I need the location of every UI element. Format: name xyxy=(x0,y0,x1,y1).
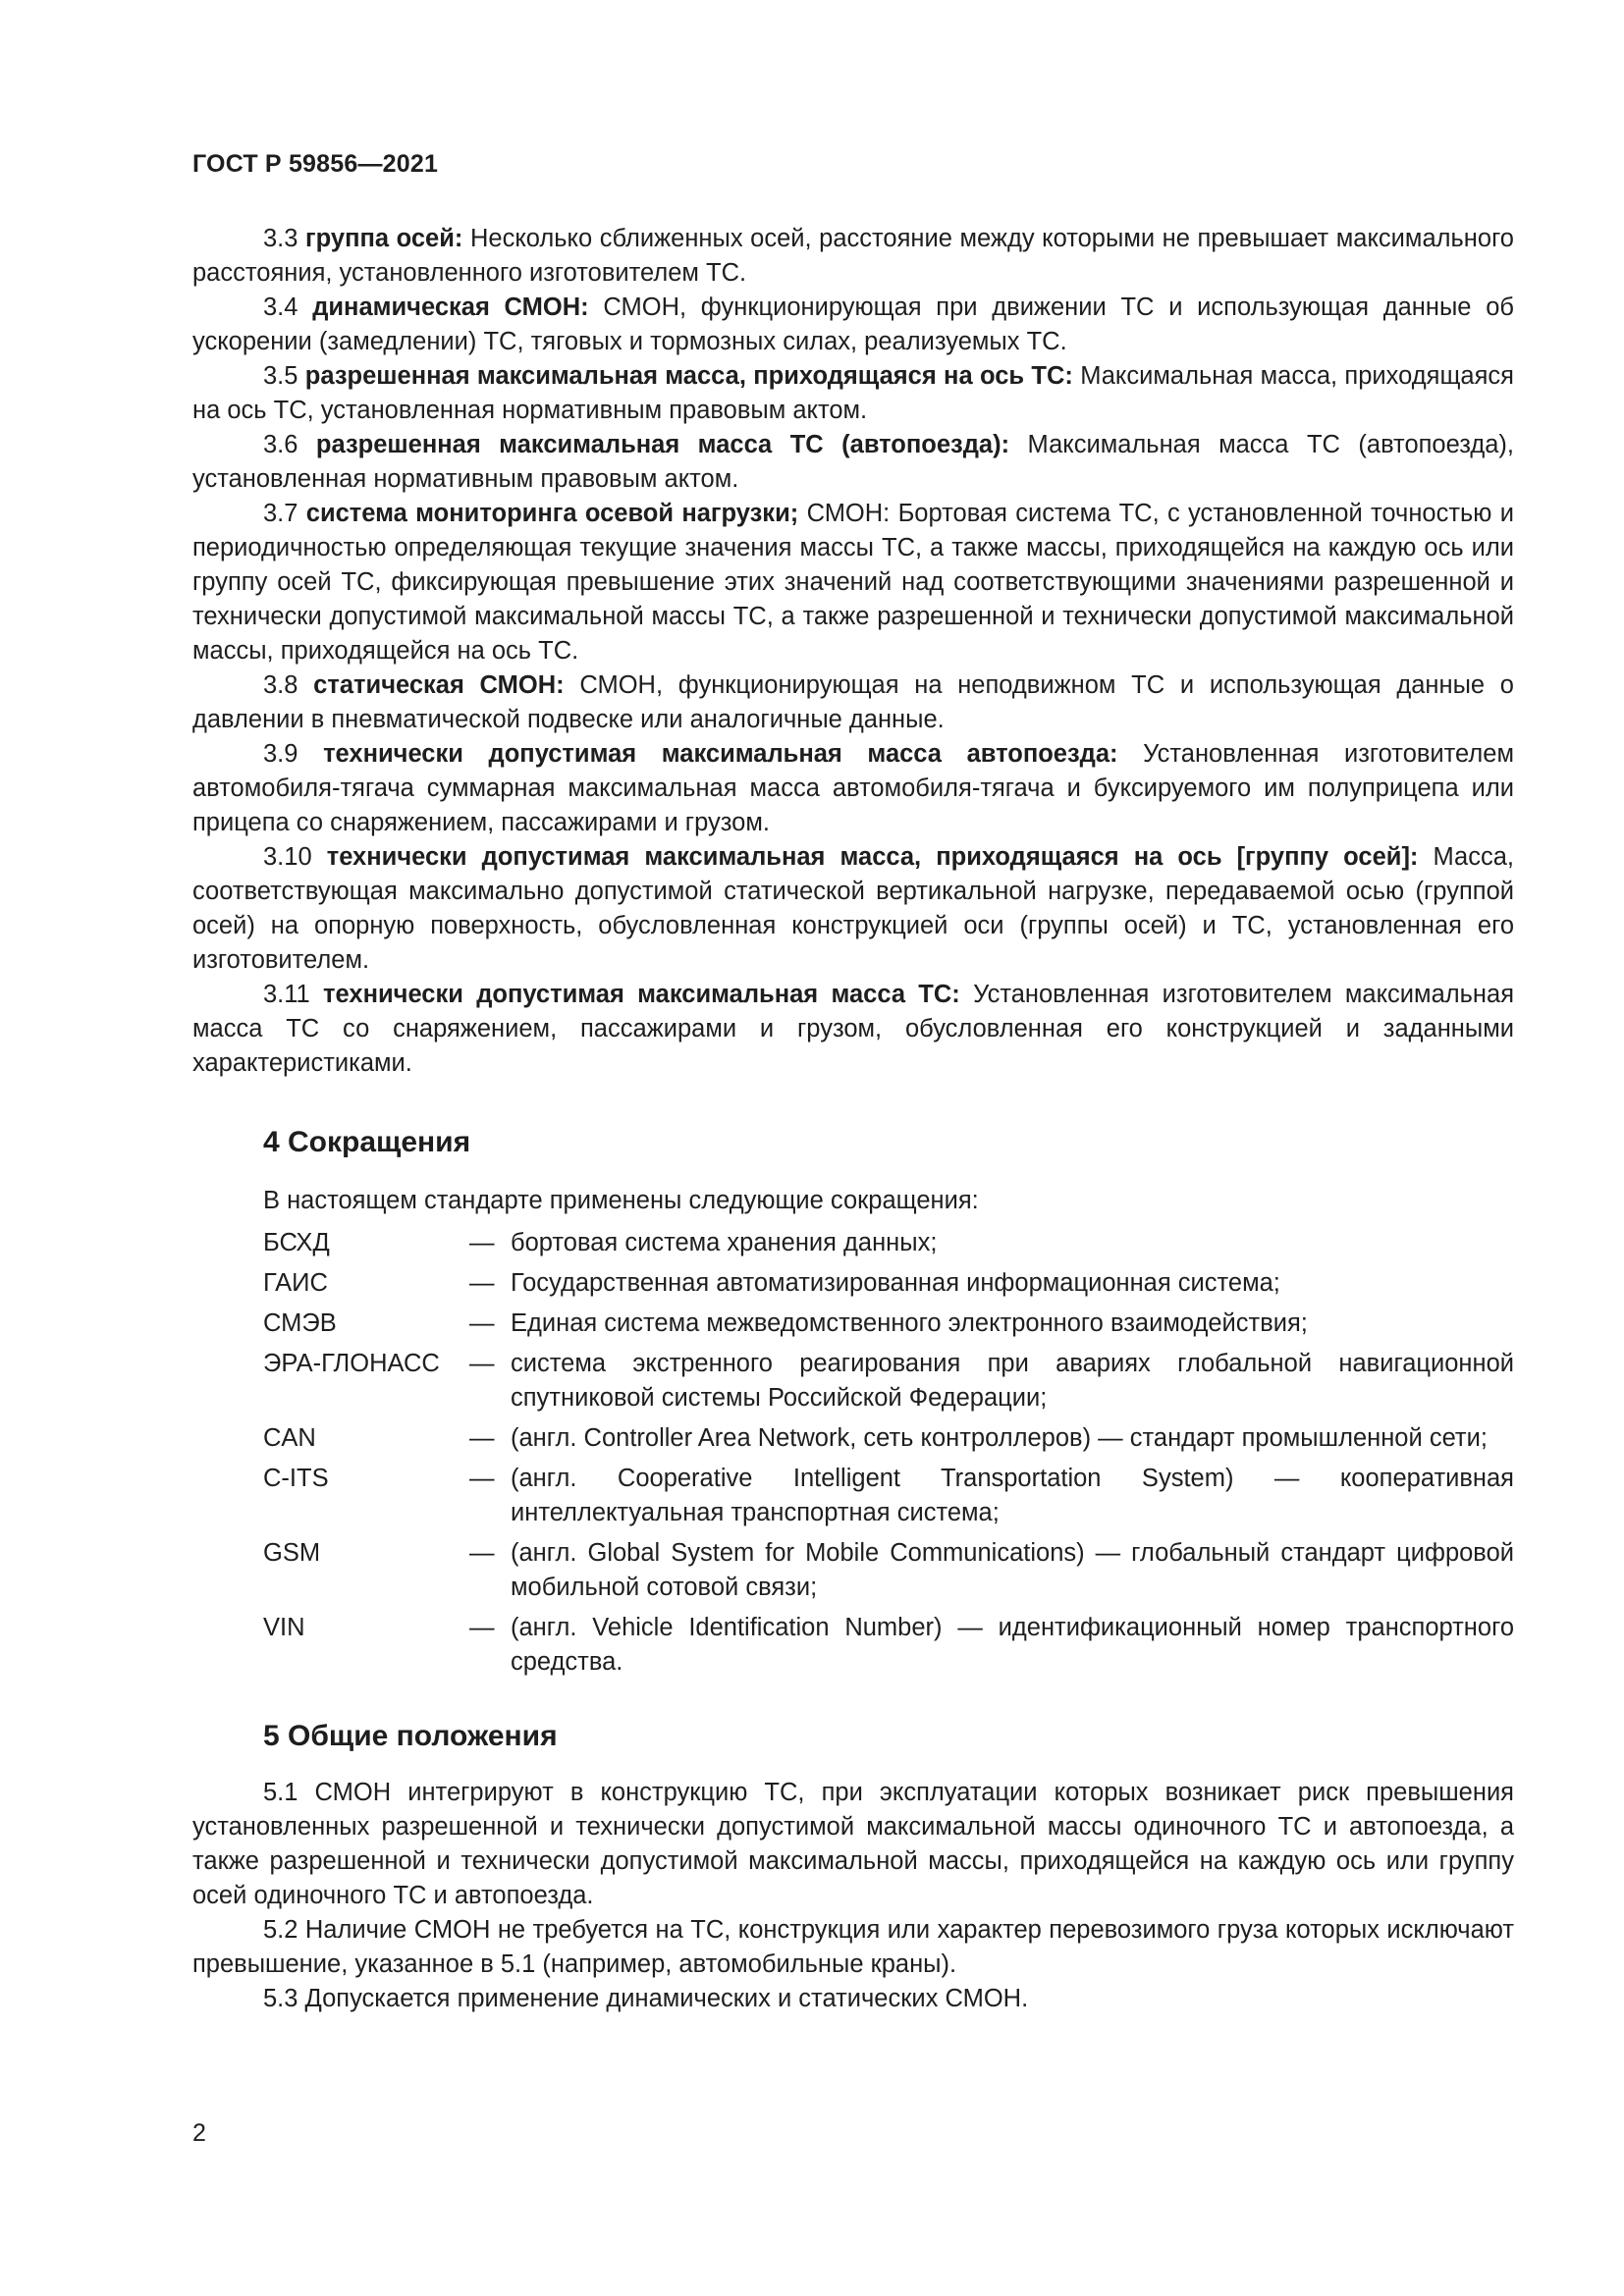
abbreviation-dash: — xyxy=(469,1269,495,1297)
abbreviations-list xyxy=(263,1226,1514,1680)
page-number: 2 xyxy=(192,2119,206,2147)
abbreviation-row xyxy=(263,1307,1514,1341)
abbreviation-term: БСХД xyxy=(263,1229,330,1256)
abbreviation-dash: — xyxy=(469,1465,495,1492)
abbreviation-dash: — xyxy=(469,1539,495,1567)
abbreviation-dash: — xyxy=(469,1424,495,1452)
abbreviation-term: ГАИС xyxy=(263,1269,328,1297)
abbreviation-row xyxy=(263,1462,1514,1530)
abbreviation-definition: система экстренного реагирования при авариях глобальной навигационной спутниковой системы Российской Федерации; xyxy=(511,1350,1514,1412)
definition-3-3: 3.3 группа осей: Несколько сближенных осей, расстояние между которыми не превышает максимального расстояния, установленного изготовителем ТС. xyxy=(192,225,1514,287)
abbreviation-row xyxy=(263,1266,1514,1301)
abbreviation-definition: бортовая система хранения данных; xyxy=(511,1229,938,1256)
abbreviation-row xyxy=(263,1347,1514,1415)
abbreviation-dash: — xyxy=(469,1350,495,1377)
definition-term: технически допустимая максимальная масса, приходящаяся на ось [группу осей]: xyxy=(326,843,1419,871)
abbreviation-dash: — xyxy=(469,1614,495,1641)
definition-term: разрешенная максимальная масса ТС (автопоезда): xyxy=(315,431,1010,458)
section-5-title: 5 Общие положения xyxy=(263,1720,558,1752)
definition-term: технически допустимая максимальная масса ТС: xyxy=(323,981,960,1008)
abbreviation-row xyxy=(263,1421,1514,1456)
abbreviation-term: GSM xyxy=(263,1539,321,1567)
abbreviation-term: VIN xyxy=(263,1614,305,1641)
abbreviation-row xyxy=(263,1226,1514,1260)
clause-5-3: 5.3 Допускается применение динамических и статических СМОН. xyxy=(263,1985,1029,2012)
abbreviation-definition: Единая система межведомственного электронного взаимодействия; xyxy=(511,1309,1308,1337)
definition-3-4: 3.4 динамическая СМОН: СМОН, функционирующая при движении ТС и использующая данные об ускорении (замедлении) ТС, тяговых и тормозных силах, реализуемых ТС. xyxy=(192,294,1514,355)
abbreviation-term: CAN xyxy=(263,1424,316,1452)
definition-3-7: 3.7 система мониторинга осевой нагрузки; СМОН: Бортовая система ТС, с установленной точностью и периодичностью определяющая текущие значения массы ТС, а также массы, приходящейся на каждую ось или группу осей ТС, фиксирующая превышение этих значений над соответствующими значениями разрешенной и технически допустимой максимальной массы ТС, а также разрешенной и технически допустимой максимальной массы, приходящейся на ось ТС. xyxy=(192,500,1514,665)
abbreviation-definition: (англ. Vehicle Identification Number) — идентификационный номер транспортного средства. xyxy=(511,1614,1514,1676)
section-5-body xyxy=(192,1776,1514,2016)
definition-3-8: 3.8 статическая СМОН: СМОН, функционирующая на неподвижном ТС и использующая данные о давлении в пневматической подвеске или аналогичные данные. xyxy=(192,671,1514,733)
definitions-list xyxy=(192,222,1514,1081)
abbreviation-definition: (англ. Controller Area Network, сеть контроллеров) — стандарт промышленной сети; xyxy=(511,1424,1488,1452)
definition-3-6: 3.6 разрешенная максимальная масса ТС (автопоезда): Максимальная масса ТС (автопоезда), установленная нормативным правовым актом. xyxy=(192,431,1515,493)
abbreviation-definition: Государственная автоматизированная информационная система; xyxy=(511,1269,1280,1297)
abbreviation-term: ЭРА-ГЛОНАСС xyxy=(263,1350,440,1377)
definition-term: система мониторинга осевой нагрузки; xyxy=(305,500,799,527)
definition-term: статическая СМОН: xyxy=(313,671,565,699)
definition-3-9: 3.9 технически допустимая максимальная масса автопоезда: Установленная изготовителем автомобиля-тягача суммарная максимальная масса автомобиля-тягача и буксируемого им полуприцепа или прицепа со снаряжением, пассажирами и грузом. xyxy=(192,740,1514,836)
abbreviation-definition: (англ. Global System for Mobile Communications) — глобальный стандарт цифровой мобильной сотовой связи; xyxy=(511,1539,1514,1601)
abbreviation-dash: — xyxy=(469,1229,495,1256)
clause-5-1: 5.1 СМОН интегрируют в конструкцию ТС, при эксплуатации которых возникает риск превышения установленных разрешенной и технически допустимой максимальной массы одиночного ТС и автопоезда, а также разрешенной и технически допустимой максимальной массы, приходящейся на каждую ось или группу осей одиночного ТС и автопоезда. xyxy=(192,1779,1514,1909)
abbreviations-intro: В настоящем стандарте применены следующие сокращения: xyxy=(263,1187,979,1214)
definition-3-11: 3.11 технически допустимая максимальная масса ТС: Установленная изготовителем максимальная масса ТС со снаряжением, пассажирами и грузом, обусловленная его конструкцией и заданными характеристиками. xyxy=(192,981,1515,1077)
definition-3-10: 3.10 технически допустимая максимальная масса, приходящаяся на ось [группу осей]: Масса, соответствующая максимально допустимой статической вертикальной нагрузке, передаваемой осью (группой осей) на опорную поверхность, обусловленная конструкцией оси (группы осей) и ТС, установленная его изготовителем. xyxy=(192,843,1514,974)
abbreviation-row xyxy=(263,1611,1514,1680)
abbreviation-row xyxy=(263,1536,1514,1605)
definition-3-5: 3.5 разрешенная максимальная масса, приходящаяся на ось ТС: Максимальная масса, приходящаяся на ось ТС, установленная нормативным правовым актом. xyxy=(192,362,1514,424)
definition-term: технически допустимая максимальная масса автопоезда: xyxy=(323,740,1118,768)
document-body xyxy=(192,222,1514,2016)
section-4-title: 4 Сокращения xyxy=(263,1126,471,1158)
clause-5-2: 5.2 Наличие СМОН не требуется на ТС, конструкция или характер перевозимого груза которых исключают превышение, указанное в 5.1 (например, автомобильные краны). xyxy=(192,1916,1514,1978)
definition-term: разрешенная максимальная масса, приходящаяся на ось ТС: xyxy=(304,362,1073,390)
abbreviation-dash: — xyxy=(469,1309,495,1337)
abbreviation-definition: (англ. Cooperative Intelligent Transportation System) — кооперативная интеллектуальная транспортная система; xyxy=(511,1465,1514,1526)
document-header: ГОСТ Р 59856—2021 xyxy=(192,150,439,178)
abbreviation-term: СМЭВ xyxy=(263,1309,337,1337)
definition-term: динамическая СМОН: xyxy=(312,294,589,321)
definition-term: группа осей: xyxy=(305,225,463,252)
abbreviation-term: C-ITS xyxy=(263,1465,329,1492)
